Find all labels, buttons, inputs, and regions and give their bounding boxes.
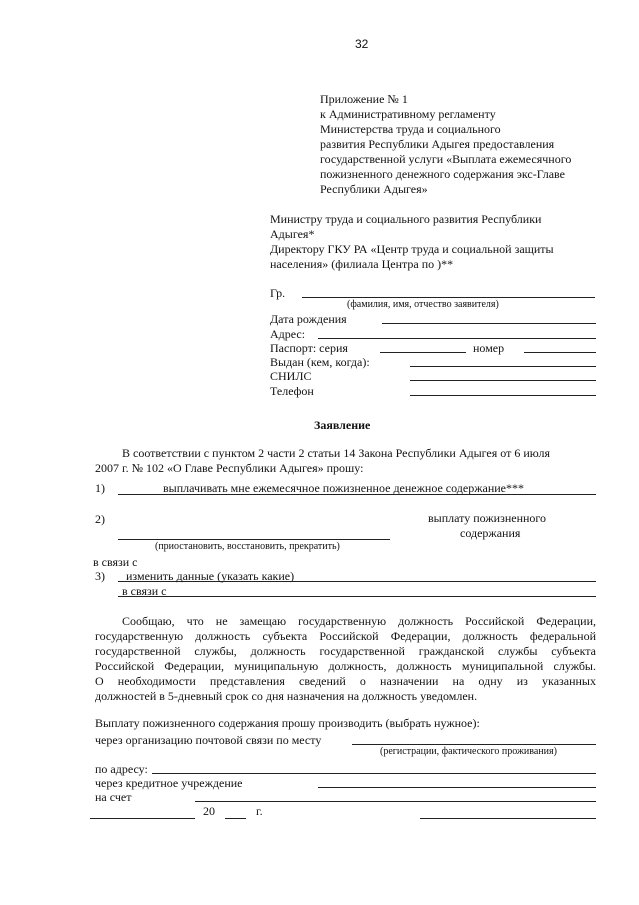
gr-label: Гр.: [270, 286, 286, 300]
appendix-line: к Административному регламенту: [320, 107, 496, 121]
addressee-line: населения» (филиала Центра по )**: [270, 257, 454, 271]
bank-field[interactable]: [318, 787, 596, 788]
appendix-line: развития Республики Адыгея предоставления: [320, 137, 555, 151]
phone-field[interactable]: [410, 395, 596, 396]
item2-caption: (приостановить, восстановить, прекратить): [155, 541, 340, 552]
address-label: Адрес:: [270, 327, 306, 341]
bank-label: через кредитное учреждение: [95, 776, 243, 790]
declaration-line: государственной службы, должность государственной гражданской службы субъекта: [95, 644, 596, 658]
appendix-line: пожизненного денежного содержания экс-Главе: [320, 167, 565, 181]
issued-label: Выдан (кем, когда):: [270, 355, 370, 369]
account-label: на счет: [95, 790, 132, 804]
post-label: через организацию почтовой связи по месту: [95, 733, 322, 747]
item3-reason-line[interactable]: [118, 596, 596, 597]
appendix-line: государственной услуги «Выплата ежемесячного: [320, 152, 572, 166]
address-field[interactable]: [318, 338, 596, 339]
declaration-line: Сообщаю, что не замещаю государственную должность Российской Федерации,: [122, 614, 596, 628]
date-year-field[interactable]: [225, 818, 246, 819]
intro-line: В соответствии с пунктом 2 части 2 статьи 14 Закона Республики Адыгея от 6 июля: [122, 446, 550, 460]
phone-label: Телефон: [270, 384, 314, 398]
addressee-line: Министру труда и социального развития Республики: [270, 212, 542, 226]
item1-number: 1): [95, 481, 105, 495]
addressee-line: Адыгея*: [270, 227, 315, 241]
fio-caption: (фамилия, имя, отчество заявителя): [347, 299, 499, 310]
declaration-line: Российской Федерации, муниципальную должность, должность муниципальной службы.: [95, 659, 596, 673]
snils-field[interactable]: [410, 380, 596, 381]
item3-line[interactable]: [118, 581, 596, 582]
declaration-line: должностей в 5-дневный срок со дня назначения на должность уведомлен.: [95, 689, 478, 703]
issued-field[interactable]: [410, 366, 596, 367]
passport-number-label: номер: [473, 341, 505, 355]
account-field[interactable]: [195, 801, 596, 802]
date-day-field[interactable]: [90, 818, 195, 819]
post-address-label: по адресу:: [95, 762, 148, 776]
page-number: 32: [355, 37, 369, 51]
signature-field[interactable]: [420, 818, 596, 819]
appendix-line: Республики Адыгея»: [320, 182, 428, 196]
post-caption: (регистрации, фактического проживания): [380, 746, 557, 757]
item1-text: выплачивать мне ежемесячное пожизненное денежное содержание***: [163, 481, 525, 495]
item1-line[interactable]: [118, 494, 596, 495]
item2-action-field[interactable]: [118, 539, 390, 540]
birth-date-field[interactable]: [382, 323, 596, 324]
intro-line: 2007 г. № 102 «О Главе Республики Адыгея» прошу:: [95, 461, 364, 475]
fio-field[interactable]: [302, 297, 595, 298]
appendix-line: Министерства труда и социального: [320, 122, 501, 136]
item3-reason-label: в связи с: [122, 584, 167, 598]
post-residence-field[interactable]: [352, 744, 596, 745]
post-address-field[interactable]: [152, 773, 596, 774]
date-year-suffix: г.: [256, 804, 263, 818]
birth-label: Дата рождения: [270, 312, 347, 326]
declaration-line: О необходимости представления сведений о назначении на одну из указанных: [95, 674, 596, 688]
passport-number-field[interactable]: [524, 352, 596, 353]
date-year-prefix: 20: [203, 804, 215, 818]
payment-heading: Выплату пожизненного содержания прошу производить (выбрать нужное):: [95, 716, 480, 730]
item2-right-text: содержания: [460, 526, 521, 540]
passport-series-field[interactable]: [380, 352, 466, 353]
item3-number: 3): [95, 569, 105, 583]
snils-label: СНИЛС: [270, 369, 312, 383]
item3-text: изменить данные (указать какие): [126, 569, 295, 583]
appendix-line: Приложение № 1: [320, 92, 408, 106]
declaration-line: государственную должность субъекта Российской Федерации, должность федеральной: [95, 629, 596, 643]
statement-title: Заявление: [314, 418, 371, 432]
item2-reason-label: в связи с: [93, 555, 138, 569]
passport-series-label: Паспорт: серия: [270, 341, 348, 355]
item2-number: 2): [95, 512, 105, 526]
item2-right-text: выплату пожизненного: [428, 511, 547, 525]
addressee-line: Директору ГКУ РА «Центр труда и социальной защиты: [270, 242, 554, 256]
